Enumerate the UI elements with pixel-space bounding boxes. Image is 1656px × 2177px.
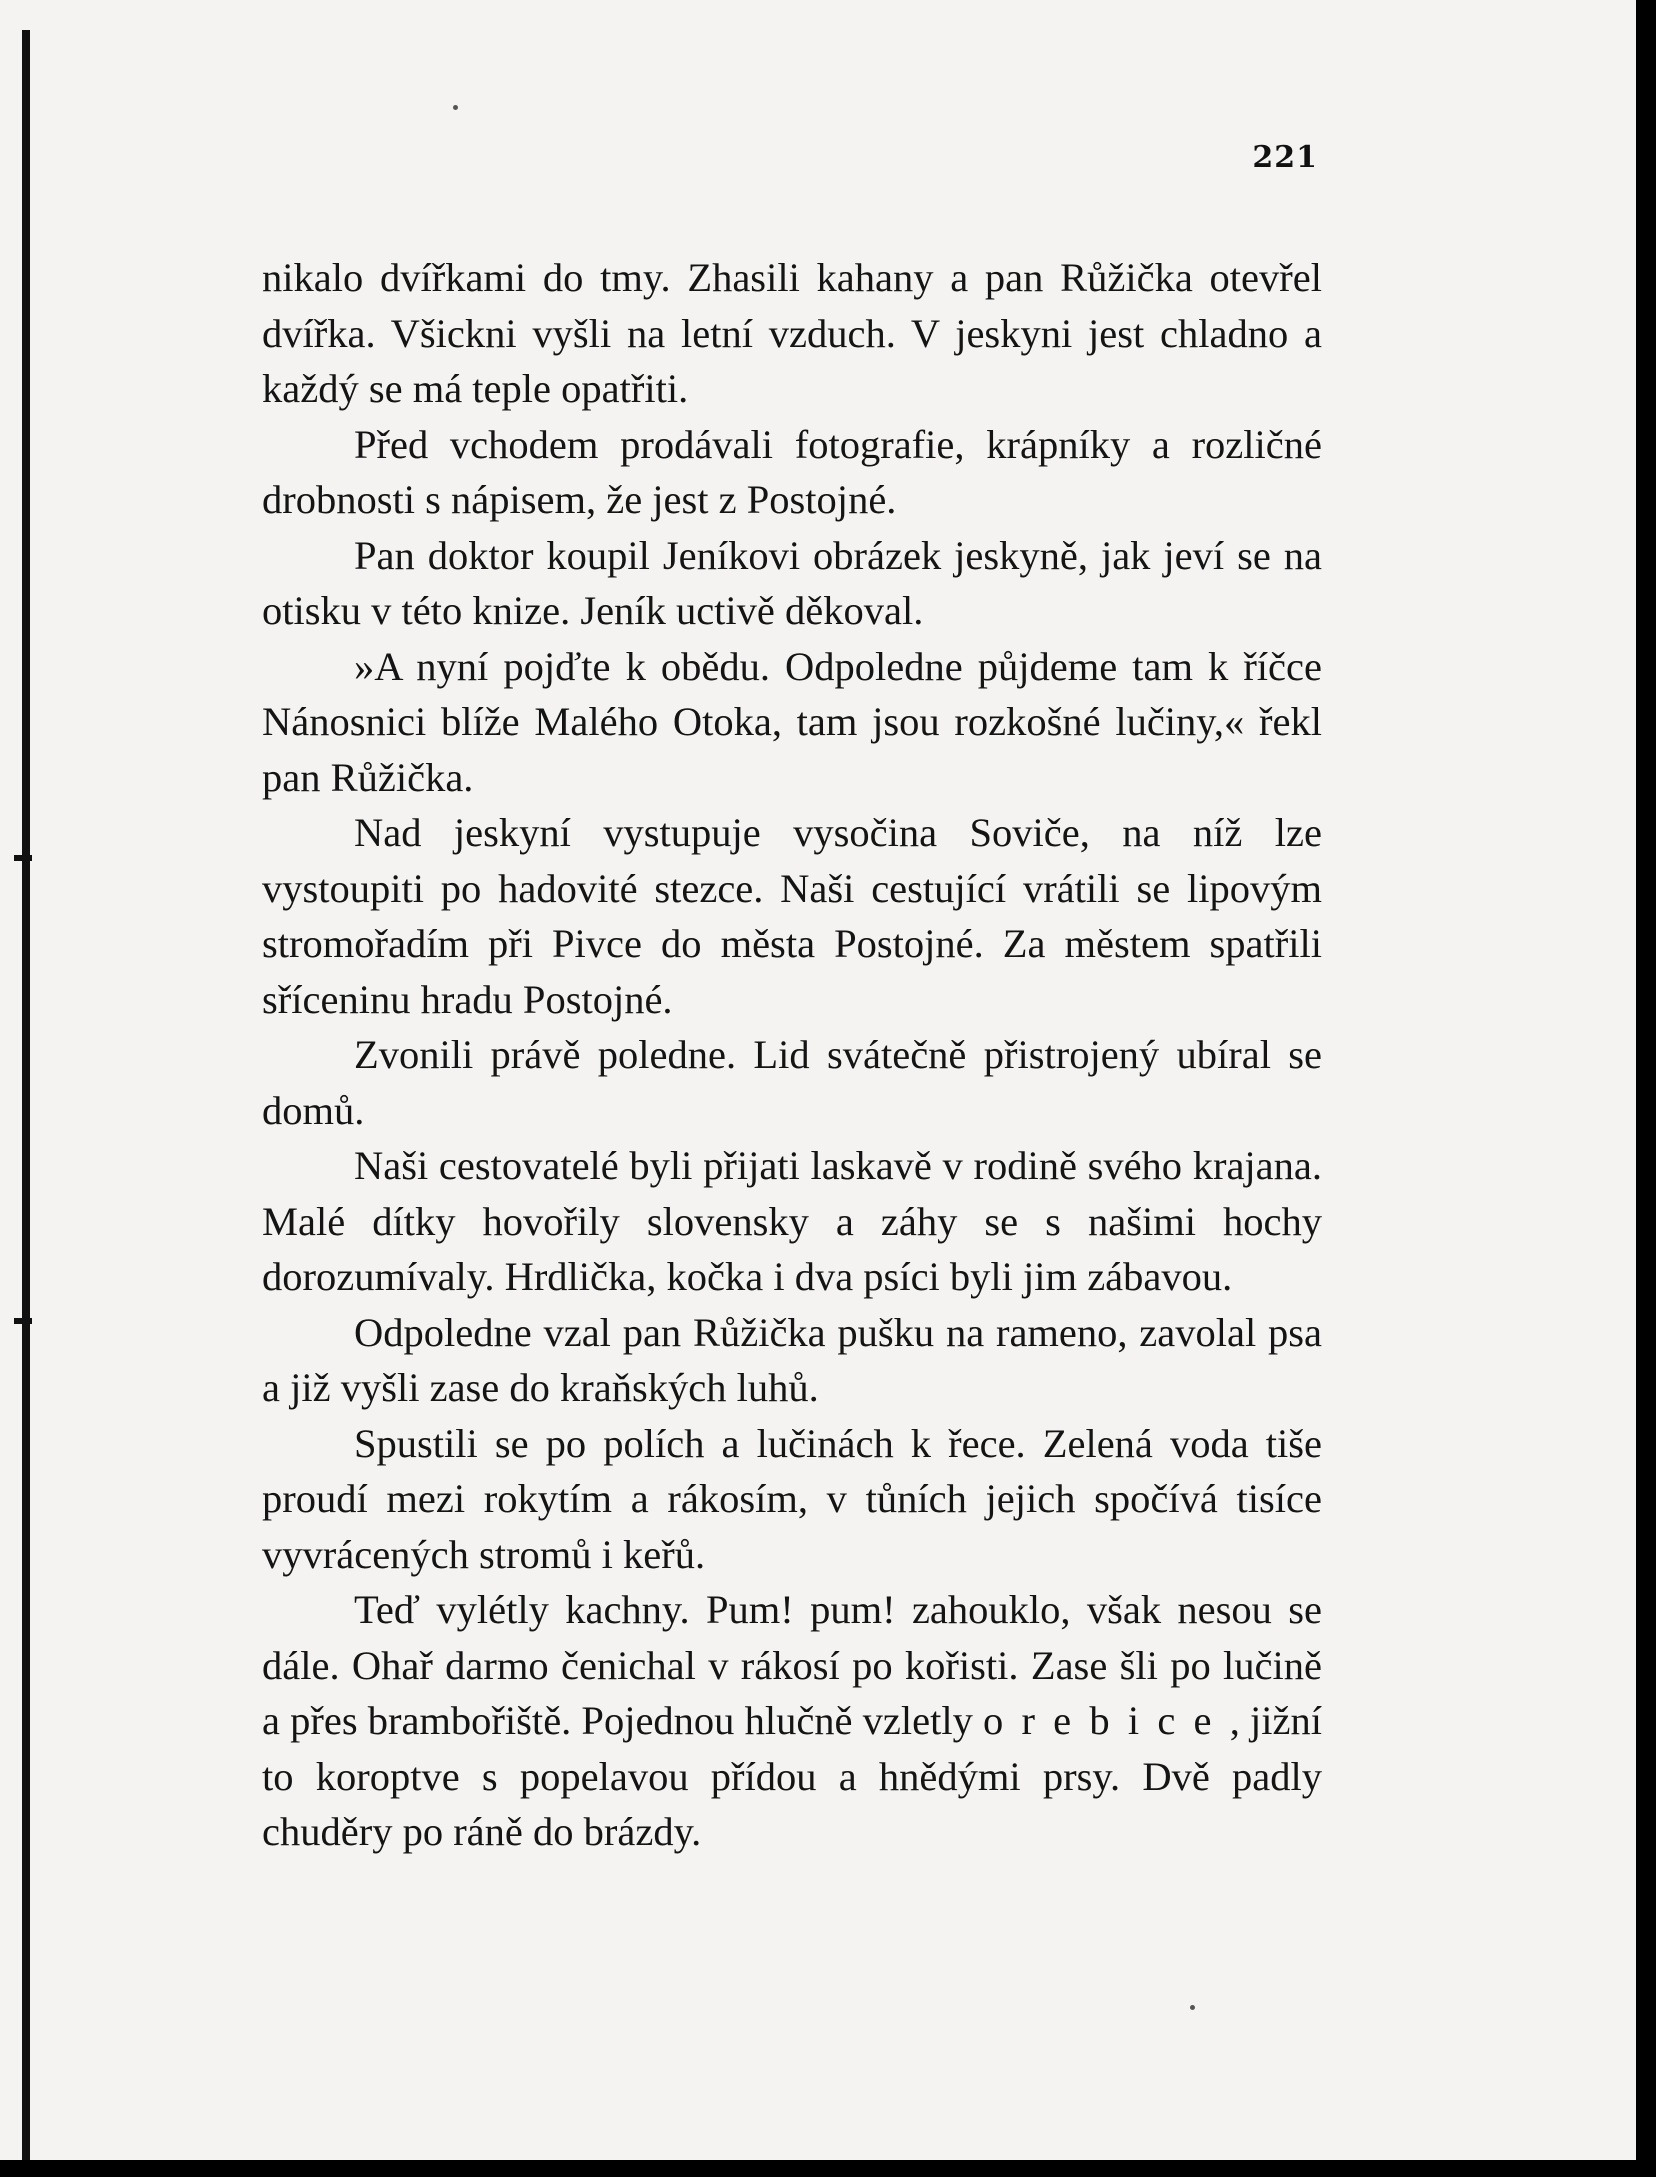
binding-mark — [14, 1318, 32, 1324]
page-number: 221 — [1252, 140, 1318, 175]
paragraph: Naši cestovatelé byli přijati laskavě v rodině svého krajana. Malé dítky hovořily slovensky a záhy se s našimi hochy dorozumívaly. Hrdlička, kočka i dva psíci byli jim zábavou. — [262, 1143, 1322, 1299]
paragraph — [262, 1582, 1322, 1860]
paragraph-text: , jižní to koroptve s popelavou přídou a hnědými prsy. Dvě padly chuděry po ráně do brázdy. — [262, 1698, 1322, 1854]
paragraph: Spustili se po polích a lučinách k řece. Zelená voda tiše proudí mezi rokytím a rákosím, v tůních jejich spočívá tisíce vyvrácených stromů i keřů. — [262, 1420, 1322, 1577]
paragraph: Odpoledne vzal pan Růžička pušku na rameno, zavolal psa a již vyšli zase do kraňských luhů. — [262, 1309, 1322, 1410]
speck — [453, 105, 458, 110]
paragraph-text: Teď vylétly kachny. Pum! pum! zahouklo, však nesou se dále. Ohař darmo čenichal v rákosí po kořisti. Zase šli po lučině a přes brambořiště. Pojednou hlučně vzletly — [262, 1587, 1322, 1743]
paragraph: Pan doktor koupil Jeníkovi obrázek jeskyně, jak jeví se na otisku v této knize. Jeník uctivě děkoval. — [262, 532, 1322, 633]
binding-mark — [14, 855, 32, 861]
paragraph: Před vchodem prodávali fotografie, krápníky a rozličné drobnosti s nápisem, že jest z Postojné. — [262, 421, 1322, 522]
body-text — [262, 250, 1322, 1860]
emphasized-word: orebice — [983, 1698, 1230, 1743]
speck — [1190, 2005, 1195, 2010]
paragraph: »A nyní pojďte k obědu. Odpoledne půjdeme tam k říčce Nánosnici blíže Malého Otoka, tam jsou rozkošné lučiny,« řekl pan Růžička. — [262, 643, 1322, 800]
paragraph: Zvonili právě poledne. Lid svátečně přistrojený ubíral se domů. — [262, 1032, 1322, 1133]
binding-edge — [22, 30, 30, 2160]
paragraph: nikalo dvířkami do tmy. Zhasili kahany a pan Růžička otevřel dvířka. Všickni vyšli na letní vzduch. V jeskyni jest chladno a každý se má teple opatřiti. — [262, 255, 1322, 411]
paragraph: Nad jeskyní vystupuje vysočina Soviče, na níž lze vystoupiti po hadovité stezce. Naši cestující vrátili se lipovým stromořadím při Pivce do města Postojné. Za městem spatřili sříceninu hradu Postojné. — [262, 810, 1322, 1022]
